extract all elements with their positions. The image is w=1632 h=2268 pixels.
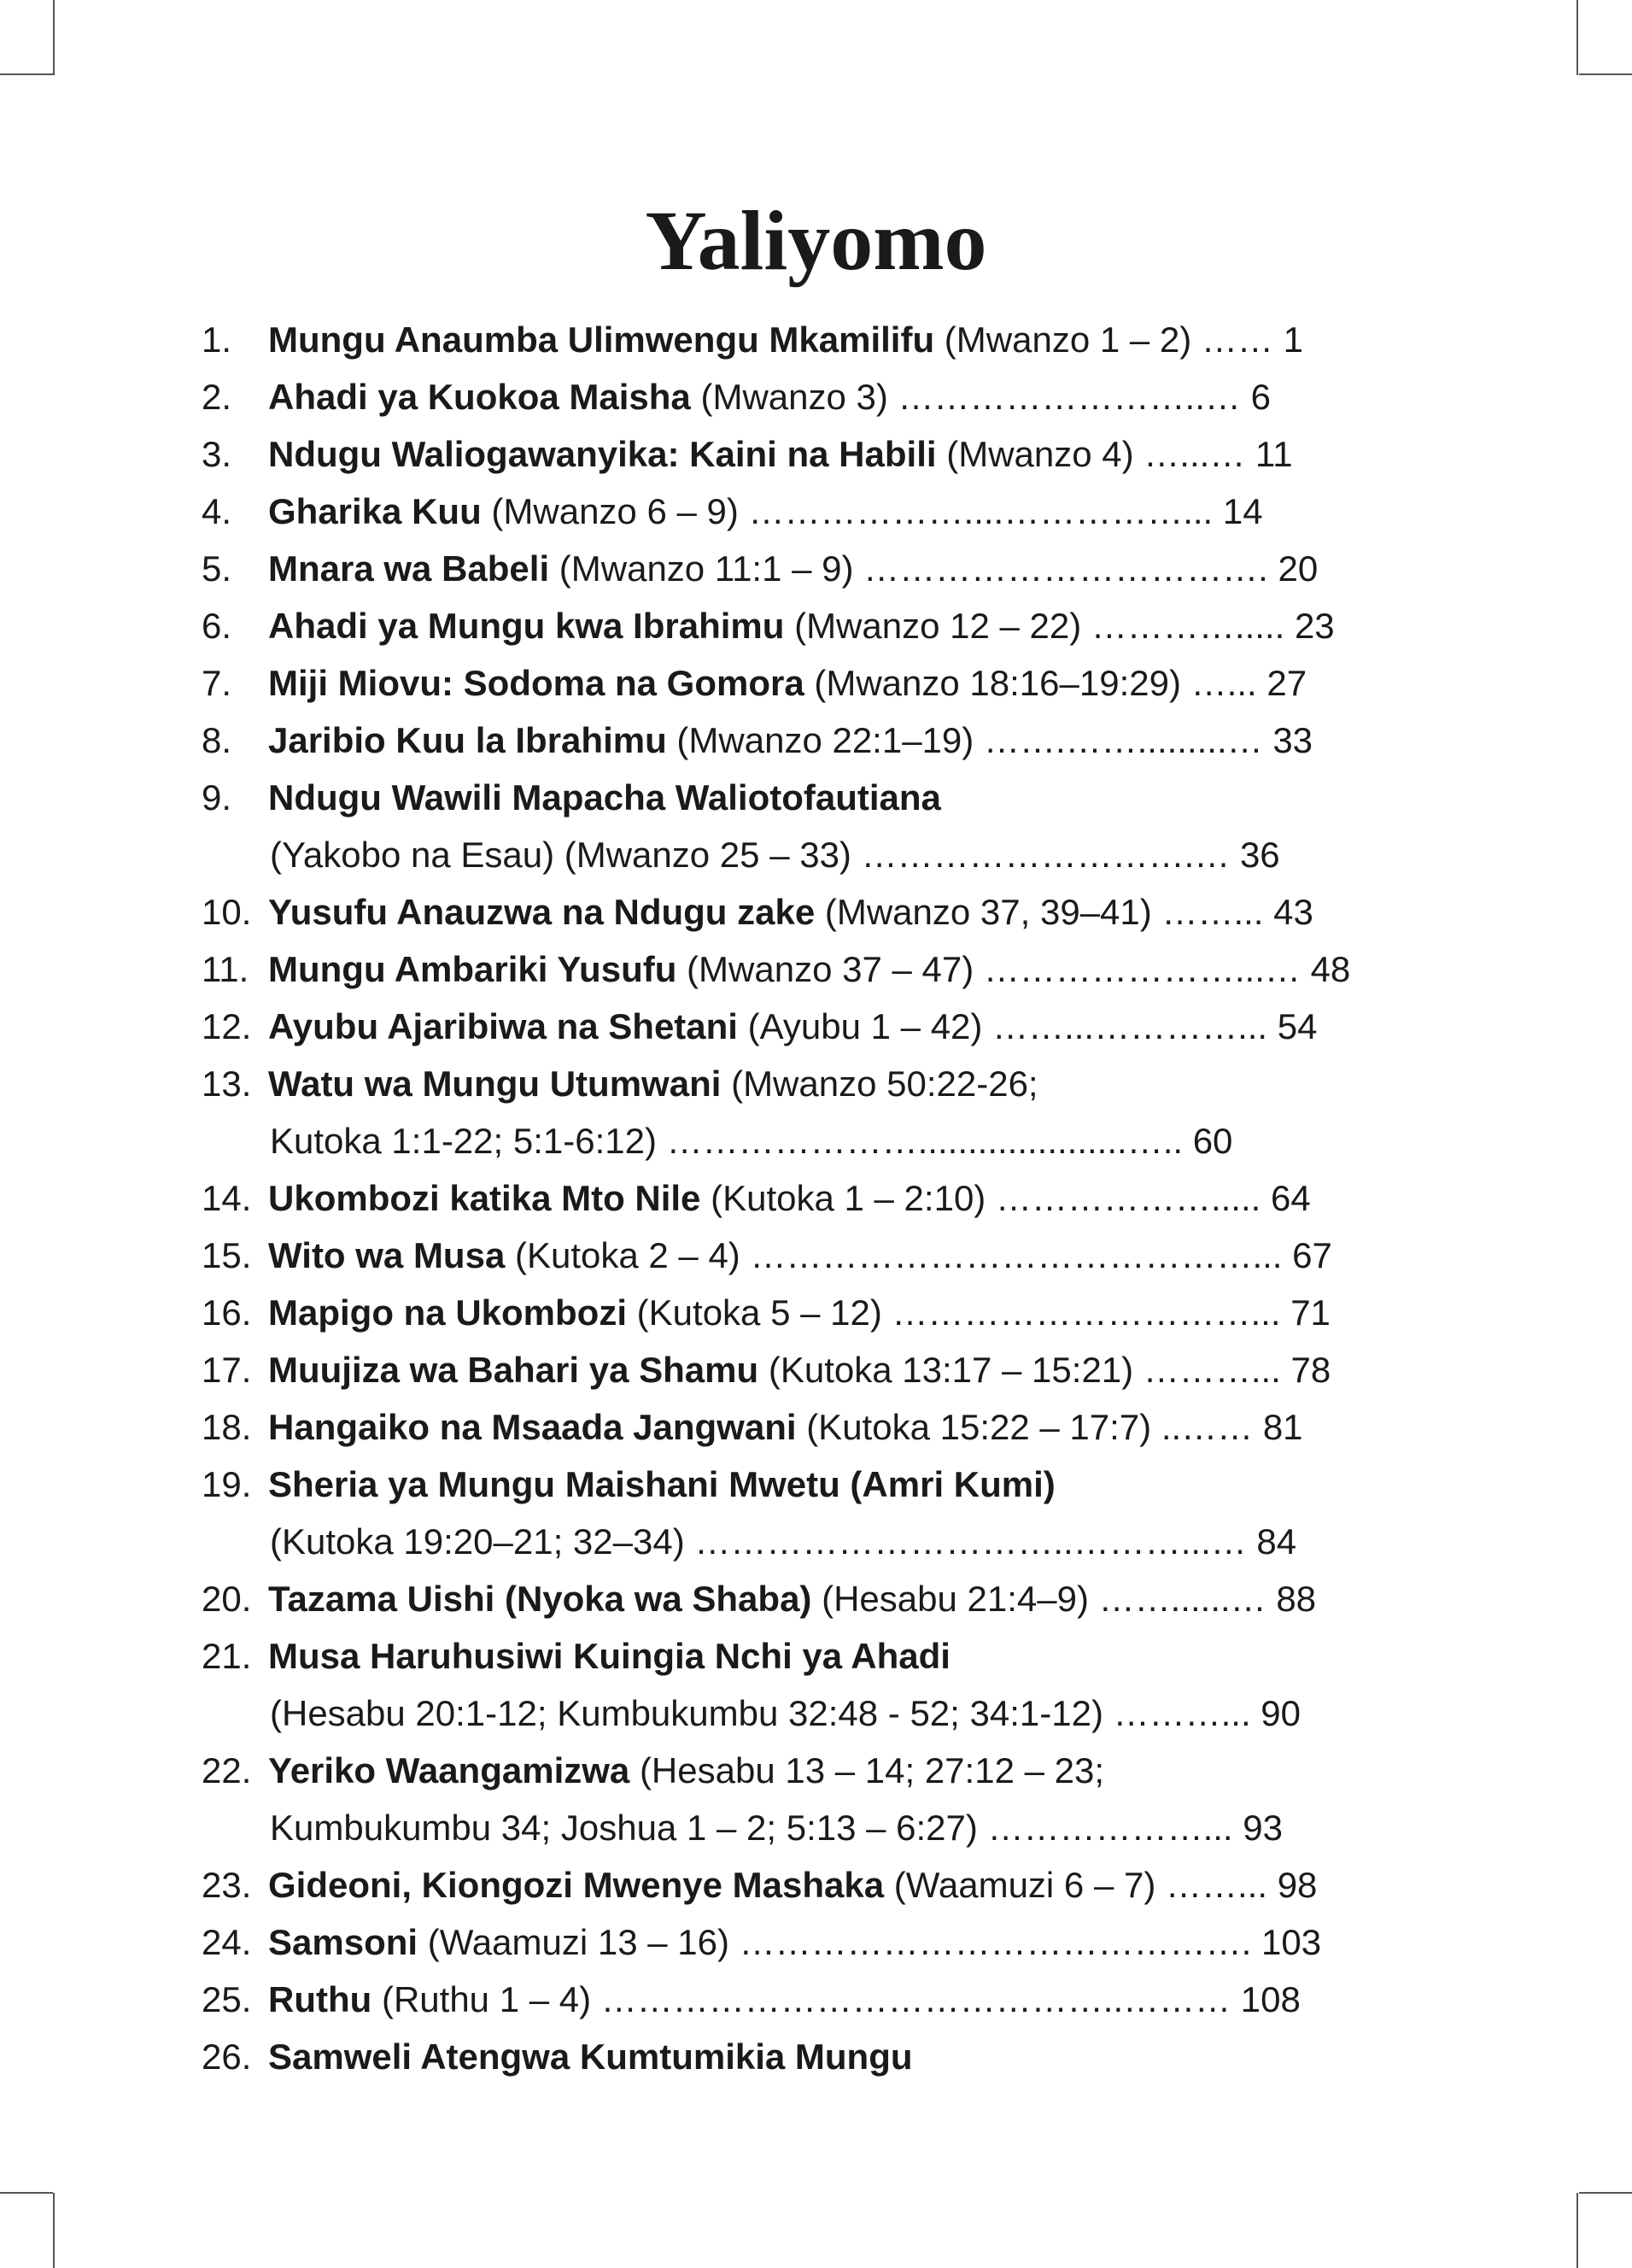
- toc-entry: [202, 998, 1448, 1055]
- toc-entry-reference: (Kutoka 13:17 – 15:21): [768, 1350, 1134, 1390]
- toc-entry-reference: (Mwanzo 18:16–19:29): [814, 663, 1181, 703]
- toc-entry-page: 14: [1222, 491, 1263, 531]
- toc-entry-reference: Kutoka 1:1-22; 5:1-6:12): [270, 1121, 657, 1161]
- toc-entry-number: 24.: [202, 1922, 252, 1962]
- toc-entry-body: [268, 1227, 1332, 1284]
- toc-entry-number: 22.: [202, 1750, 252, 1790]
- toc-entry-title: Muujiza wa Bahari ya Shamu: [268, 1350, 759, 1390]
- toc-entry-reference: Kumbukumbu 34; Joshua 1 – 2; 5:13 – 6:27): [270, 1808, 978, 1848]
- toc-entry-title: Watu wa Mungu Utumwani: [268, 1064, 722, 1104]
- toc-entry-page: 54: [1277, 1006, 1318, 1046]
- toc-entry-title: Ayubu Ajaribiwa na Shetani: [268, 1006, 738, 1046]
- toc-entry-title: Ndugu Waliogawanyika: Kaini na Habili: [268, 434, 937, 474]
- crop-mark-top-left: [53, 0, 55, 75]
- toc-entry-leader: ………...: [1143, 1350, 1281, 1390]
- toc-entry-reference: (Kutoka 1 – 2:10): [711, 1178, 986, 1218]
- toc-entry-page: 98: [1277, 1865, 1318, 1905]
- toc-entry-number: 19.: [202, 1464, 252, 1504]
- toc-entry-number: 10.: [202, 892, 252, 932]
- toc-entry: [202, 1169, 1448, 1227]
- toc-entry-title: Mapigo na Ukombozi: [268, 1292, 627, 1333]
- toc-entry-body: [268, 311, 1303, 368]
- toc-entry-continuation: [202, 1513, 1448, 1570]
- toc-entry-page: 1: [1283, 319, 1303, 360]
- toc-entry-page: 93: [1243, 1808, 1283, 1848]
- toc-entry-body: [270, 1799, 1283, 1856]
- toc-entry-body: [268, 597, 1335, 654]
- toc-entry-title: Ndugu Wawili Mapacha Waliotofautiana: [268, 777, 941, 818]
- toc-entry-reference: (Mwanzo 37, 39–41): [824, 892, 1152, 932]
- toc-entry-body: [270, 826, 1280, 883]
- toc-entry-number: 13.: [202, 1064, 252, 1104]
- page-title: Yaliyomo: [645, 193, 987, 288]
- toc-entry-number: 4.: [202, 491, 232, 531]
- toc-entry-body: [270, 1685, 1301, 1742]
- toc-entry-leader: …………………………...: [892, 1292, 1281, 1333]
- toc-entry-number: 26.: [202, 2037, 252, 2077]
- toc-entry: [202, 1055, 1448, 1112]
- toc-entry-page: 90: [1261, 1693, 1302, 1733]
- toc-entry: [202, 1627, 1448, 1685]
- toc-entry-page: 48: [1310, 949, 1351, 989]
- toc-entry-reference: (Mwanzo 6 – 9): [491, 491, 739, 531]
- toc-entry-reference: (Yakobo na Esau) (Mwanzo 25 – 33): [270, 835, 851, 875]
- toc-entry-page: 11: [1255, 434, 1293, 474]
- toc-entry-title: Gharika Kuu: [268, 491, 482, 531]
- toc-entry-page: 6: [1250, 377, 1271, 417]
- toc-entry-leader: …………………………………….: [739, 1922, 1252, 1962]
- toc-entry: [202, 654, 1448, 712]
- toc-entry-title: Sheria ya Mungu Maishani Mwetu (Amri Kumi): [268, 1464, 1056, 1504]
- toc-entry-number: 23.: [202, 1865, 252, 1905]
- toc-entry-leader: ……………………………………...: [750, 1235, 1283, 1275]
- toc-entry: [202, 941, 1448, 998]
- toc-entry-leader: …...: [1190, 663, 1257, 703]
- toc-entry-leader: ……......…: [1098, 1579, 1266, 1619]
- toc-entry-number: 8.: [202, 720, 232, 760]
- toc-entry-reference: (Kutoka 2 – 4): [514, 1235, 740, 1275]
- toc-entry: [202, 1570, 1448, 1627]
- toc-entry-body: [268, 1341, 1331, 1398]
- toc-entry-leader: ………...: [1113, 1693, 1251, 1733]
- toc-entry-number: 14.: [202, 1178, 252, 1218]
- toc-entry: [202, 1227, 1448, 1284]
- toc-entry-reference: (Mwanzo 4): [946, 434, 1134, 474]
- toc-entry-title: Hangaiko na Msaada Jangwani: [268, 1407, 797, 1447]
- toc-entry-reference: (Hesabu 21:4–9): [822, 1579, 1089, 1619]
- toc-entry-leader: ..……: [1161, 1407, 1254, 1447]
- toc-entry-leader: ………………....……………...: [748, 491, 1214, 531]
- toc-entry: [202, 483, 1448, 540]
- toc-entry-page: 43: [1273, 892, 1313, 932]
- toc-entry-title: Samweli Atengwa Kumtumikia Mungu: [268, 2037, 913, 2077]
- toc-entry-leader: …….…….........…: [983, 720, 1263, 760]
- toc-entry: [202, 769, 1448, 826]
- toc-entry-number: 6.: [202, 606, 232, 646]
- toc-entry-reference: (Mwanzo 22:1–19): [676, 720, 974, 760]
- toc-entry-number: 3.: [202, 434, 232, 474]
- toc-entry-body: [270, 1513, 1296, 1570]
- toc-entry-leader: ……………………………………..………: [600, 1979, 1231, 2019]
- toc-entry-leader: ………………...: [987, 1808, 1233, 1848]
- toc-entry-page: 23: [1294, 606, 1335, 646]
- toc-entry-page: 67: [1292, 1235, 1332, 1275]
- toc-entry-body: [268, 1742, 1104, 1799]
- toc-entry-number: 17.: [202, 1350, 252, 1390]
- toc-entry-leader: …...…: [1144, 434, 1246, 474]
- toc-entry-body: [268, 998, 1317, 1055]
- toc-entry-body: [268, 769, 941, 826]
- toc-entry: [202, 2028, 1448, 2085]
- toc-entry-body: [268, 654, 1307, 712]
- toc-entry-number: 16.: [202, 1292, 252, 1333]
- toc-entry-number: 20.: [202, 1579, 252, 1619]
- toc-entry: [202, 883, 1448, 941]
- toc-entry-title: Tazama Uishi (Nyoka wa Shaba): [268, 1579, 812, 1619]
- crop-mark-top-right: [1576, 0, 1578, 75]
- toc-entry-body: [268, 712, 1313, 769]
- toc-entry-leader: …………………...…: [983, 949, 1301, 989]
- toc-entry-number: 5.: [202, 548, 232, 589]
- toc-entry-leader: ……...…………...: [992, 1006, 1268, 1046]
- toc-entry-page: 71: [1290, 1292, 1331, 1333]
- toc-entry-leader: …………………………….: [863, 548, 1268, 589]
- toc-entry-reference: (Kutoka 15:22 – 17:7): [806, 1407, 1152, 1447]
- toc-entry-body: [268, 1284, 1331, 1341]
- toc-entry-reference: (Mwanzo 50:22-26;: [731, 1064, 1038, 1104]
- toc-entry-page: 20: [1278, 548, 1319, 589]
- toc-entry: [202, 1284, 1448, 1341]
- toc-entry: [202, 1341, 1448, 1398]
- toc-entry-title: Ahadi ya Mungu kwa Ibrahimu: [268, 606, 785, 646]
- toc-entry-body: [268, 1570, 1316, 1627]
- toc-entry-reference: (Hesabu 20:1-12; Kumbukumbu 32:48 - 52; 34:1-12): [270, 1693, 1103, 1733]
- toc-entry-continuation: [202, 1799, 1448, 1856]
- toc-entry-reference: (Waamuzi 6 – 7): [893, 1865, 1156, 1905]
- toc-entry-page: 88: [1276, 1579, 1317, 1619]
- toc-entry-page: 108: [1240, 1979, 1301, 2019]
- toc-entry-reference: (Mwanzo 1 – 2): [944, 319, 1192, 360]
- toc-entry-body: [268, 1055, 1038, 1112]
- toc-entry-leader: …………………………..………...…: [694, 1521, 1247, 1562]
- toc-entry-title: Ruthu: [268, 1979, 372, 2019]
- toc-entry-leader: ……...: [1161, 892, 1264, 932]
- toc-entry-leader: ………….....: [1091, 606, 1285, 646]
- toc-entry-number: 2.: [202, 377, 232, 417]
- toc-entry: [202, 597, 1448, 654]
- crop-mark-top-left-h: [0, 73, 53, 75]
- crop-mark-bottom-left-h: [0, 2192, 53, 2194]
- table-of-contents: [202, 311, 1448, 2085]
- crop-mark-bottom-left: [53, 2193, 55, 2268]
- toc-entry-body: [268, 1971, 1301, 2028]
- toc-entry-leader: ………………….....................…..: [666, 1121, 1184, 1161]
- crop-mark-bottom-right: [1576, 2193, 1578, 2268]
- toc-entry-reference: (Kutoka 5 – 12): [636, 1292, 882, 1333]
- toc-entry-number: 7.: [202, 663, 232, 703]
- toc-entry-body: [268, 368, 1271, 425]
- toc-entry-body: [268, 941, 1350, 998]
- toc-entry-page: 60: [1192, 1121, 1233, 1161]
- toc-entry-title: Ukombozi katika Mto Nile: [268, 1178, 701, 1218]
- toc-entry-title: Wito wa Musa: [268, 1235, 506, 1275]
- toc-entry-leader: ……...: [1166, 1865, 1268, 1905]
- toc-entry-number: 12.: [202, 1006, 252, 1046]
- toc-entry-body: [268, 540, 1318, 597]
- toc-entry-title: Yeriko Waangamizwa: [268, 1750, 630, 1790]
- toc-entry-body: [268, 1456, 1056, 1513]
- toc-entry-body: [270, 1112, 1232, 1169]
- toc-entry-title: Samsoni: [268, 1922, 418, 1962]
- toc-entry: [202, 1971, 1448, 2028]
- toc-entry-title: Miji Miovu: Sodoma na Gomora: [268, 663, 804, 703]
- toc-entry-reference: (Hesabu 13 – 14; 27:12 – 23;: [639, 1750, 1105, 1790]
- toc-entry-continuation: [202, 1685, 1448, 1742]
- toc-entry: [202, 712, 1448, 769]
- toc-entry-number: 25.: [202, 1979, 252, 2019]
- toc-entry-page: 78: [1290, 1350, 1331, 1390]
- toc-entry-page: 64: [1271, 1178, 1311, 1218]
- toc-entry-number: 1.: [202, 319, 232, 360]
- toc-entry-title: Musa Haruhusiwi Kuingia Nchi ya Ahadi: [268, 1636, 951, 1676]
- crop-mark-top-right-h: [1579, 73, 1632, 75]
- toc-entry-body: [268, 883, 1313, 941]
- crop-mark-bottom-right-h: [1579, 2192, 1632, 2194]
- toc-entry-number: 11.: [202, 949, 249, 989]
- toc-entry-leader: ……: [1201, 319, 1273, 360]
- toc-entry-body: [268, 1398, 1303, 1456]
- toc-entry-title: Ahadi ya Kuokoa Maisha: [268, 377, 691, 417]
- toc-entry-reference: (Waamuzi 13 – 16): [427, 1922, 729, 1962]
- toc-entry: [202, 540, 1448, 597]
- toc-entry: [202, 311, 1448, 368]
- toc-entry-body: [268, 1169, 1311, 1227]
- toc-entry-page: 33: [1272, 720, 1313, 760]
- toc-entry-page: 81: [1262, 1407, 1303, 1447]
- toc-entry: [202, 368, 1448, 425]
- toc-entry-title: Gideoni, Kiongozi Mwenye Mashaka: [268, 1865, 885, 1905]
- toc-entry-reference: (Mwanzo 37 – 47): [687, 949, 974, 989]
- toc-entry-reference: (Mwanzo 12 – 22): [794, 606, 1082, 646]
- toc-entry-body: [268, 483, 1263, 540]
- toc-entry-body: [268, 425, 1293, 483]
- toc-entry: [202, 1913, 1448, 1971]
- toc-entry-leader: ……………………….…: [861, 835, 1231, 875]
- toc-entry-number: 21.: [202, 1636, 252, 1676]
- toc-entry-title: Jaribio Kuu la Ibrahimu: [268, 720, 667, 760]
- toc-entry-page: 103: [1261, 1922, 1322, 1962]
- toc-entry-title: Mungu Anaumba Ulimwengu Mkamilifu: [268, 319, 935, 360]
- toc-entry: [202, 1456, 1448, 1513]
- toc-entry-continuation: [202, 826, 1448, 883]
- toc-entry-reference: (Ayubu 1 – 42): [747, 1006, 983, 1046]
- toc-entry-page: 36: [1239, 835, 1280, 875]
- toc-entry-title: Mnara wa Babeli: [268, 548, 550, 589]
- toc-entry-number: 18.: [202, 1407, 252, 1447]
- toc-entry-body: [268, 1913, 1321, 1971]
- toc-entry-body: [268, 1627, 951, 1685]
- toc-entry-title: Mungu Ambariki Yusufu: [268, 949, 677, 989]
- toc-entry-reference: (Kutoka 19:20–21; 32–34): [270, 1521, 685, 1562]
- toc-entry-number: 9.: [202, 777, 232, 818]
- toc-entry-body: [268, 2028, 913, 2085]
- toc-entry-reference: (Mwanzo 3): [700, 377, 888, 417]
- toc-entry-leader: ……………………..…: [898, 377, 1241, 417]
- toc-entry-page: 27: [1266, 663, 1307, 703]
- toc-entry-page: 84: [1256, 1521, 1297, 1562]
- toc-entry-leader: ……………….....: [995, 1178, 1261, 1218]
- toc-entry-reference: (Mwanzo 11:1 – 9): [559, 548, 854, 589]
- toc-entry: [202, 1856, 1448, 1913]
- toc-entry: [202, 425, 1448, 483]
- toc-entry-number: 15.: [202, 1235, 252, 1275]
- toc-entry-continuation: [202, 1112, 1448, 1169]
- toc-entry-body: [268, 1856, 1317, 1913]
- toc-entry-title: Yusufu Anauzwa na Ndugu zake: [268, 892, 816, 932]
- toc-entry-reference: (Ruthu 1 – 4): [381, 1979, 592, 2019]
- toc-entry: [202, 1742, 1448, 1799]
- toc-entry: [202, 1398, 1448, 1456]
